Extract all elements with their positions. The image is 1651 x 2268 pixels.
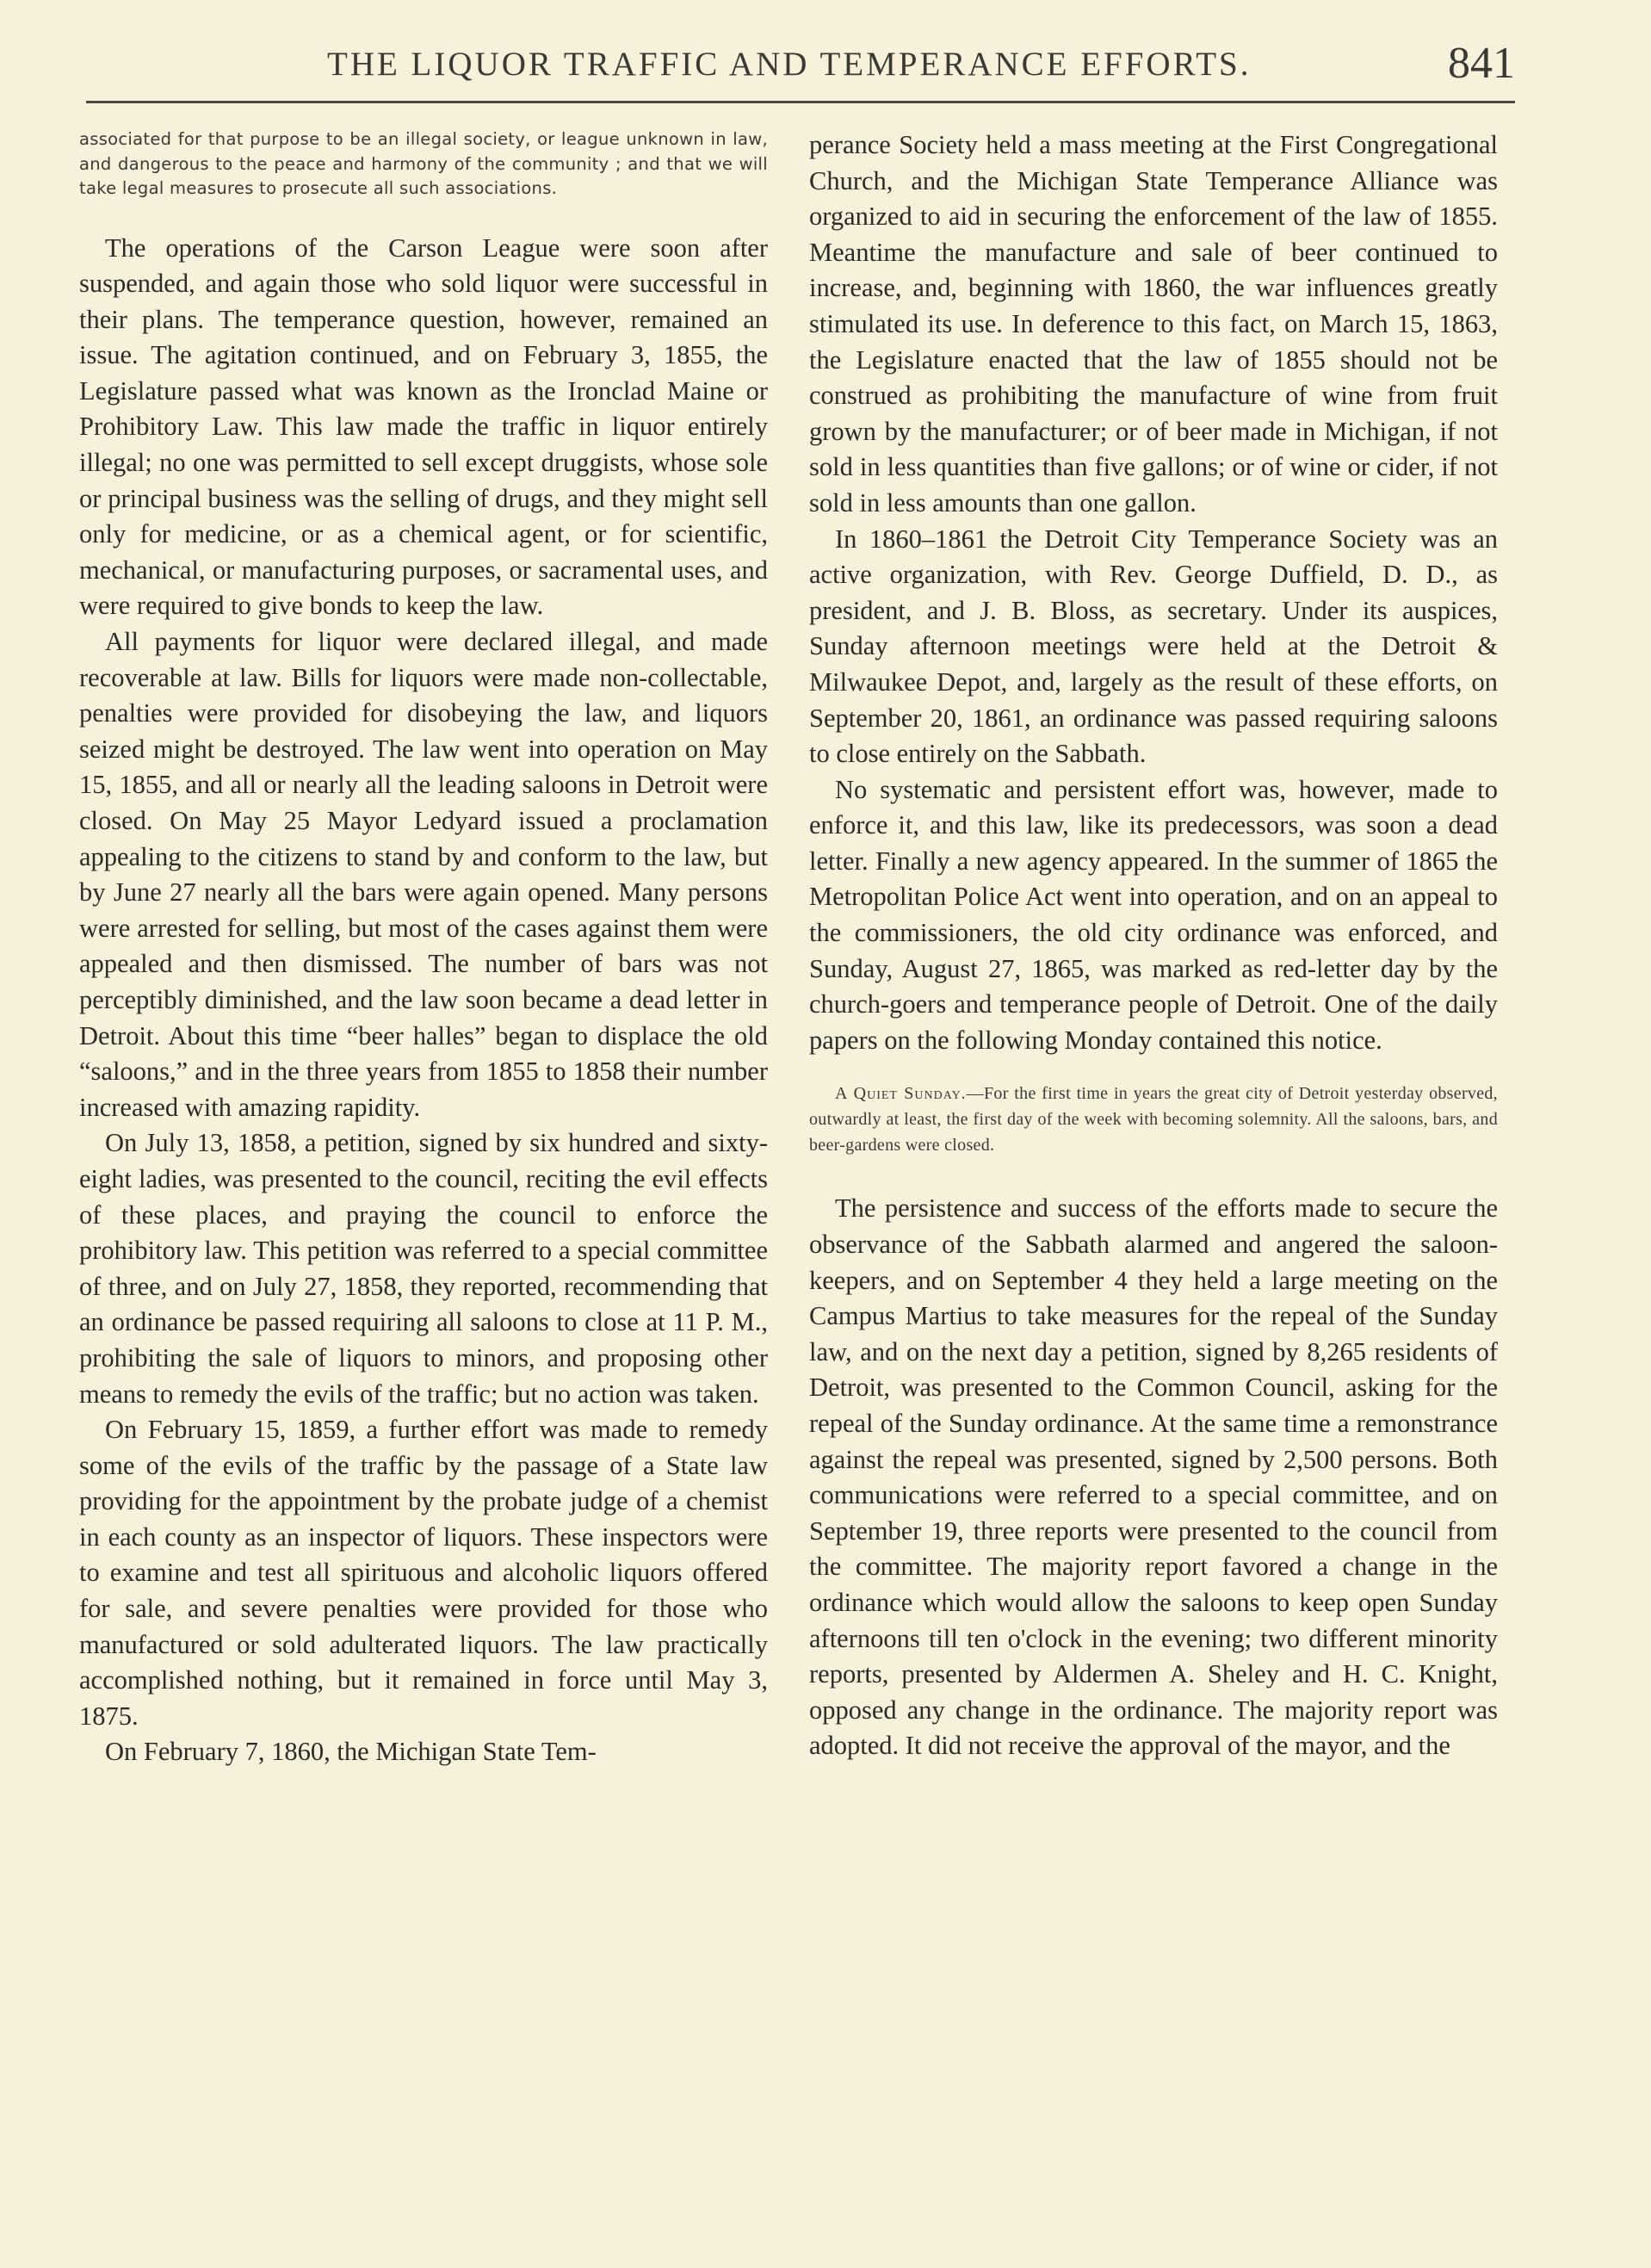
paragraph: perance Society held a mass meeting at the First Congregational Church, and the Michigan State Temperance Alliance was organized to aid in securing the enforcement of the law of 1855. Meantime the manufacture and sale of beer continued to increase, and, beginning with 1860, the war influences greatly stimulated its use. In deference to this fact, on March 15, 1863, the Legislature enacted that the law of 1855 should not be construed as prohibiting the manufacture of wine from fruit grown by the manufacturer; or of beer made in Michigan, if not sold in less quantities than five gallons; or of wine or cider, if not sold in less amounts than one gallon.: [809, 130, 1498, 517]
page-number: 841: [1448, 39, 1515, 88]
right-column: [809, 127, 1498, 1764]
paragraph: No systematic and persistent effort was, however, made to enforce it, and this law, like its predecessors, was soon a dead letter. Finally a new agency appeared. In the summer of 1865 the Metropolitan Police Act went into operation, and on an appeal to the commissioners, the old city ordinance was enforced, and Sunday, August 27, 1865, was marked as red-letter day by the church-goers and temperance people of Detroit. One of the daily papers on the following Monday contained this notice.: [809, 774, 1498, 1055]
notice-text: —For the first time in years the great city of Detroit yesterday observed, outwardly at least, the first day of the week with becoming solemnity. All the saloons, bars, and beer-gardens were closed.: [809, 1084, 1498, 1156]
notice-heading: A Quiet Sunday.: [835, 1084, 967, 1104]
paragraph: On July 13, 1858, a petition, signed by six hundred and sixty-eight ladies, was presented to the council, reciting the evil effects of these places, and praying the council to enforce the prohibitory law. This petition was referred to a special committee of three, and on July 27, 1858, they reported, recommending that an ordinance be passed requiring all saloons to close at 11 P. M., prohibiting the sale of liquors to minors, and proposing other means to remedy the evils of the traffic; but no action was taken.: [79, 1128, 768, 1409]
paragraph: All payments for liquor were declared illegal, and made recoverable at law. Bills for liquors were made non-collectable, penalties were provided for disobeying the law, and liquors seized might be destroyed. The law went into operation on May 15, 1855, and all or nearly all the leading saloons in Detroit were closed. On May 25 Mayor Ledyard issued a proclamation appealing to the citizens to stand by and conform to the law, but by June 27 nearly all the bars were again opened. Many persons were arrested for selling, but most of the cases against them were appealed and then dismissed. The number of bars was not perceptibly diminished, and the law soon became a dead letter in Detroit. About this time “beer halles” began to displace the old “saloons,” and in the three years from 1855 to 1858 their number increased with amazing rapidity.: [79, 627, 768, 1122]
left-column: [79, 127, 768, 1770]
running-header: [327, 39, 1515, 96]
newspaper-notice: [809, 1081, 1498, 1158]
paragraph: The operations of the Carson League were soon after suspended, and again those who sold liquor were successful in their plans. The temperance question, however, remained an issue. The agitation continued, and on February 3, 1855, the Legislature passed what was known as the Ironclad Maine or Prohibitory Law. This law made the traffic in liquor entirely illegal; no one was permitted to sell except druggists, whose sole or principal business was the selling of drugs, and they might sell only for medicine, or as a chemical agent, or for scientific, mechanical, or manufacturing purposes, or sacramental uses, and were required to give bonds to keep the law.: [79, 232, 768, 621]
paragraph: The persistence and success of the efforts made to secure the observance of the Sabbath alarmed and angered the saloon-keepers, and on September 4 they held a large meeting on the Campus Martius to take measures for the repeal of the Sunday law, and on the next day a petition, signed by 8,265 residents of Detroit, was presented to the Common Council, asking for the repeal of the Sunday ordinance. At the same time a remonstrance against the repeal was presented, signed by 2,500 persons. Both communications were referred to a special committee, and on September 19, three reports were presented to the council from the committee. The majority report favored a change in the ordinance which would allow the saloons to keep open Sunday afternoons till ten o'clock in the evening; two different minority reports, presented by Aldermen A. Sheley and H. C. Knight, opposed any change in the ordinance. The majority report was adopted. It did not receive the approval of the mayor, and the: [809, 1193, 1498, 1761]
header-rule: [86, 101, 1515, 103]
paragraph: In 1860–1861 the Detroit City Temperance Society was an active organization, with Rev. George Duffield, D. D., as president, and J. B. Bloss, as secretary. Under its auspices, Sunday afternoon meetings were held at the Detroit & Milwaukee Depot, and, largely as the result of these efforts, on September 20, 1861, an ordinance was passed requiring saloons to close entirely on the Sabbath.: [809, 524, 1498, 769]
quote-continuation: associated for that purpose to be an illegal society, or league unknown in law, and dangerous to the peace and harmony of the community ; and that we will take legal measures to prosecute all such associations.: [79, 129, 768, 198]
paragraph: On February 7, 1860, the Michigan State Tem-: [105, 1737, 597, 1767]
paragraph: On February 15, 1859, a further effort was made to remedy some of the evils of the traffic by the passage of a State law providing for the appointment by the probate judge of a chemist in each county as an inspector of liquors. These inspectors were to examine and test all spirituous and alcoholic liquors offered for sale, and severe penalties were provided for those who manufactured or sold adulterated liquors. The law practically accomplished nothing, but it remained in force until May 3, 1875.: [79, 1415, 768, 1731]
running-title: THE LIQUOR TRAFFIC AND TEMPERANCE EFFORTS.: [327, 46, 1252, 83]
